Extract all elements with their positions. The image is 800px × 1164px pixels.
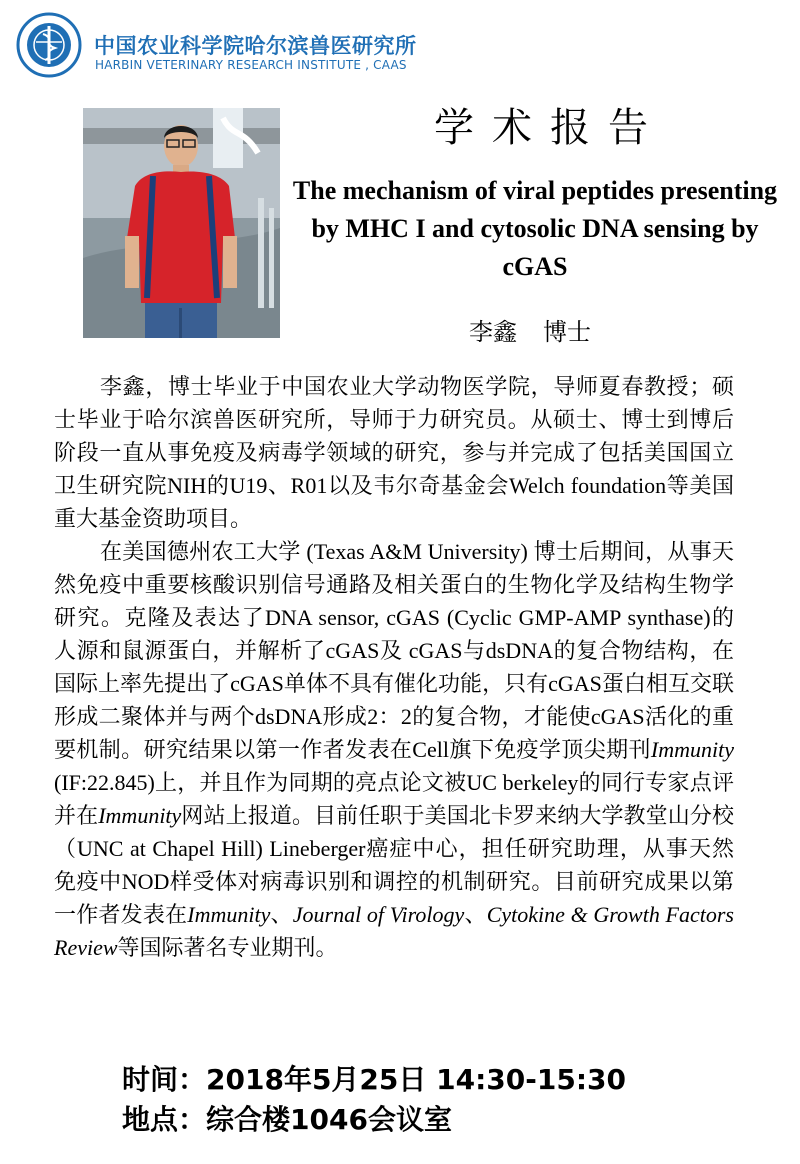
bio-text: 网站上报道。目前任职于美国北卡罗来纳大学教堂山分校（UNC at Chapel Hill) Lineberger癌症中心，担任研究助理，从事天然免疫中NOD样受体对病毒识别和调控的机制研究。目前研究成果以第一作者发表在: [54, 803, 734, 927]
journal-name: Immunity: [650, 737, 734, 762]
separator: 、: [270, 902, 293, 927]
journal-name: Immunity: [187, 902, 271, 927]
institute-header: [16, 12, 436, 82]
journal-name: Immunity: [98, 803, 182, 828]
bio-paragraph-1: 李鑫，博士毕业于中国农业大学动物医学院，导师夏春教授；硕士毕业于哈尔滨兽医研究所，导师于力研究员。从硕士、博士到博后阶段一直从事免疫及病毒学领域的研究，参与并完成了包括美国国立卫生研究院NIH的U19、R01以及韦尔奇基金会Welch foundation等美国重大基金资助项目。: [54, 374, 734, 531]
journal-name: Cytokine & Growth Factors Review: [54, 902, 734, 960]
speaker-line: [300, 312, 760, 347]
speaker-biography: [54, 370, 734, 964]
time-label: 时间：: [122, 1063, 207, 1096]
bio-text: 在美国德州农工大学 (Texas A&M University) 博士后期间，从事天然免疫中重要核酸识别信号通路及相关蛋白的生物化学及结构生物学研究。克隆及表达了DNA sensor, cGAS (Cyclic GMP-AMP synthase)的人源和鼠源蛋白，并解析了cGAS及 cGAS与dsDNA的复合物结构，在国际上率先提出了cGAS单体不具有催化功能，只有cGAS蛋白相互交联形成二聚体并与两个dsDNA形成2：2的复合物，才能使cGAS活化的重要机制。研究结果以第一作者发表在Cell旗下免疫学顶尖期刊: [54, 539, 734, 762]
separator: 、: [464, 902, 487, 927]
institute-name-en: HARBIN VETERINARY RESEARCH INSTITUTE , CAAS: [95, 58, 407, 72]
talk-title-en: The mechanism of viral peptides presenting by MHC I and cytosolic DNA sensing by cGAS: [292, 176, 778, 281]
bio-paragraph-2: [54, 535, 734, 964]
journal-name: Journal of Virology: [292, 902, 465, 927]
institute-seal-logo-icon: [16, 12, 82, 78]
report-title-cn: 学术报告: [434, 105, 666, 151]
bio-text: (IF:22.845)上，并且作为同期的亮点论文被UC berkeley的同行专家点评并在: [54, 770, 734, 828]
speaker-name: 李鑫: [469, 318, 517, 346]
bio-text: 等国际著名专业期刊。: [117, 935, 338, 960]
place-value: 综合楼1046会议室: [206, 1103, 452, 1136]
speaker-photo: [83, 108, 280, 338]
speaker-degree: 博士: [543, 318, 591, 346]
time-value: 2018年5月25日 14:30-15:30: [206, 1063, 627, 1096]
place-label: 地点：: [122, 1103, 207, 1136]
institute-name-cn: 中国农业科学院哈尔滨兽医研究所: [94, 34, 417, 58]
event-location: [122, 1098, 742, 1138]
event-time: [122, 1058, 742, 1098]
